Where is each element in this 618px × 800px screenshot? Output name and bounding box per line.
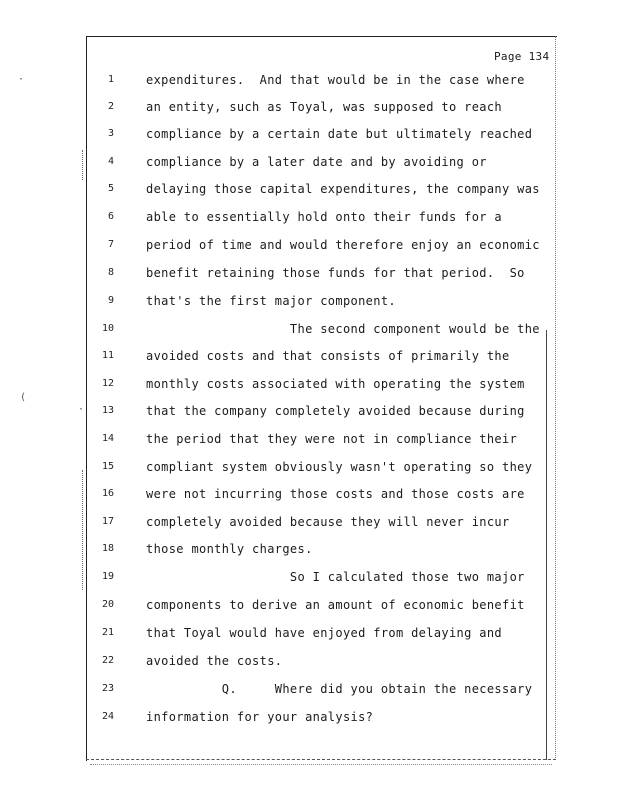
line-number: 15 <box>101 461 114 472</box>
transcript-line: So I calculated those two major <box>146 570 525 584</box>
transcript-line: compliant system obviously wasn't operating so they <box>146 460 533 474</box>
line-number: 10 <box>101 323 114 334</box>
transcript-line: period of time and would therefore enjoy an economic <box>146 238 540 252</box>
line-number: 14 <box>101 433 114 444</box>
transcript-line: monthly costs associated with operating the system <box>146 377 525 391</box>
transcript-line: compliance by a later date and by avoiding or <box>146 155 487 169</box>
page-number: Page 134 <box>494 50 550 63</box>
transcript-line: The second component would be the <box>146 322 540 336</box>
page-bottom-scan-line <box>90 764 552 765</box>
line-number: 24 <box>101 711 114 722</box>
transcript-line: an entity, such as Toyal, was supposed to reach <box>146 100 503 114</box>
line-number: 8 <box>107 267 114 278</box>
transcript-line: components to derive an amount of economic benefit <box>146 598 525 612</box>
line-number: 20 <box>101 599 114 610</box>
transcript-line: compliance by a certain date but ultimately reached <box>146 127 533 141</box>
line-number: 19 <box>101 571 114 582</box>
transcript-line: benefit retaining those funds for that period. So <box>146 266 525 280</box>
line-number: 11 <box>101 350 114 361</box>
line-number: 6 <box>107 211 114 222</box>
line-number: 5 <box>107 183 114 194</box>
transcript-line: avoided costs and that consists of primarily the <box>146 349 510 363</box>
transcript-line: that's the first major component. <box>146 294 396 308</box>
line-number: 4 <box>107 156 114 167</box>
line-number: 9 <box>107 295 114 306</box>
line-number: 18 <box>101 543 114 554</box>
page-bottom-edge <box>86 759 556 762</box>
transcript-line: delaying those capital expenditures, the company was <box>146 182 540 196</box>
line-number: 21 <box>101 627 114 638</box>
line-number: 17 <box>101 516 114 527</box>
line-number: 22 <box>101 655 114 666</box>
line-number: 23 <box>101 683 114 694</box>
line-number: 1 <box>107 74 114 85</box>
line-number: 2 <box>107 101 114 112</box>
line-number: 7 <box>107 239 114 250</box>
transcript-line: expenditures. And that would be in the case where <box>146 73 525 87</box>
transcript-line: information for your analysis? <box>146 710 374 724</box>
left-scan-artifact <box>82 470 83 590</box>
transcript-line: completely avoided because they will never incur <box>146 515 510 529</box>
line-number: 12 <box>101 378 114 389</box>
transcript-line: avoided the costs. <box>146 654 283 668</box>
line-number: 16 <box>101 488 114 499</box>
page-right-edge <box>555 36 556 760</box>
transcript-line: were not incurring those costs and those costs are <box>146 487 525 501</box>
transcript-line: the period that they were not in compliance their <box>146 432 518 446</box>
transcript-line: able to essentially hold onto their funds for a <box>146 210 503 224</box>
transcript-page-frame <box>86 36 557 761</box>
line-number: 13 <box>101 405 114 416</box>
transcript-line: that Toyal would have enjoyed from delaying and <box>146 626 503 640</box>
transcript-line: that the company completely avoided because during <box>146 404 525 418</box>
scan-speck: · <box>18 74 25 85</box>
scan-speck: · <box>78 404 85 415</box>
left-scan-artifact <box>82 150 83 180</box>
transcript-line: those monthly charges. <box>146 542 313 556</box>
line-number: 3 <box>107 128 114 139</box>
scan-speck: ( <box>20 392 27 403</box>
transcript-line: Q. Where did you obtain the necessary <box>146 682 533 696</box>
page-right-margin-rule <box>546 330 547 760</box>
